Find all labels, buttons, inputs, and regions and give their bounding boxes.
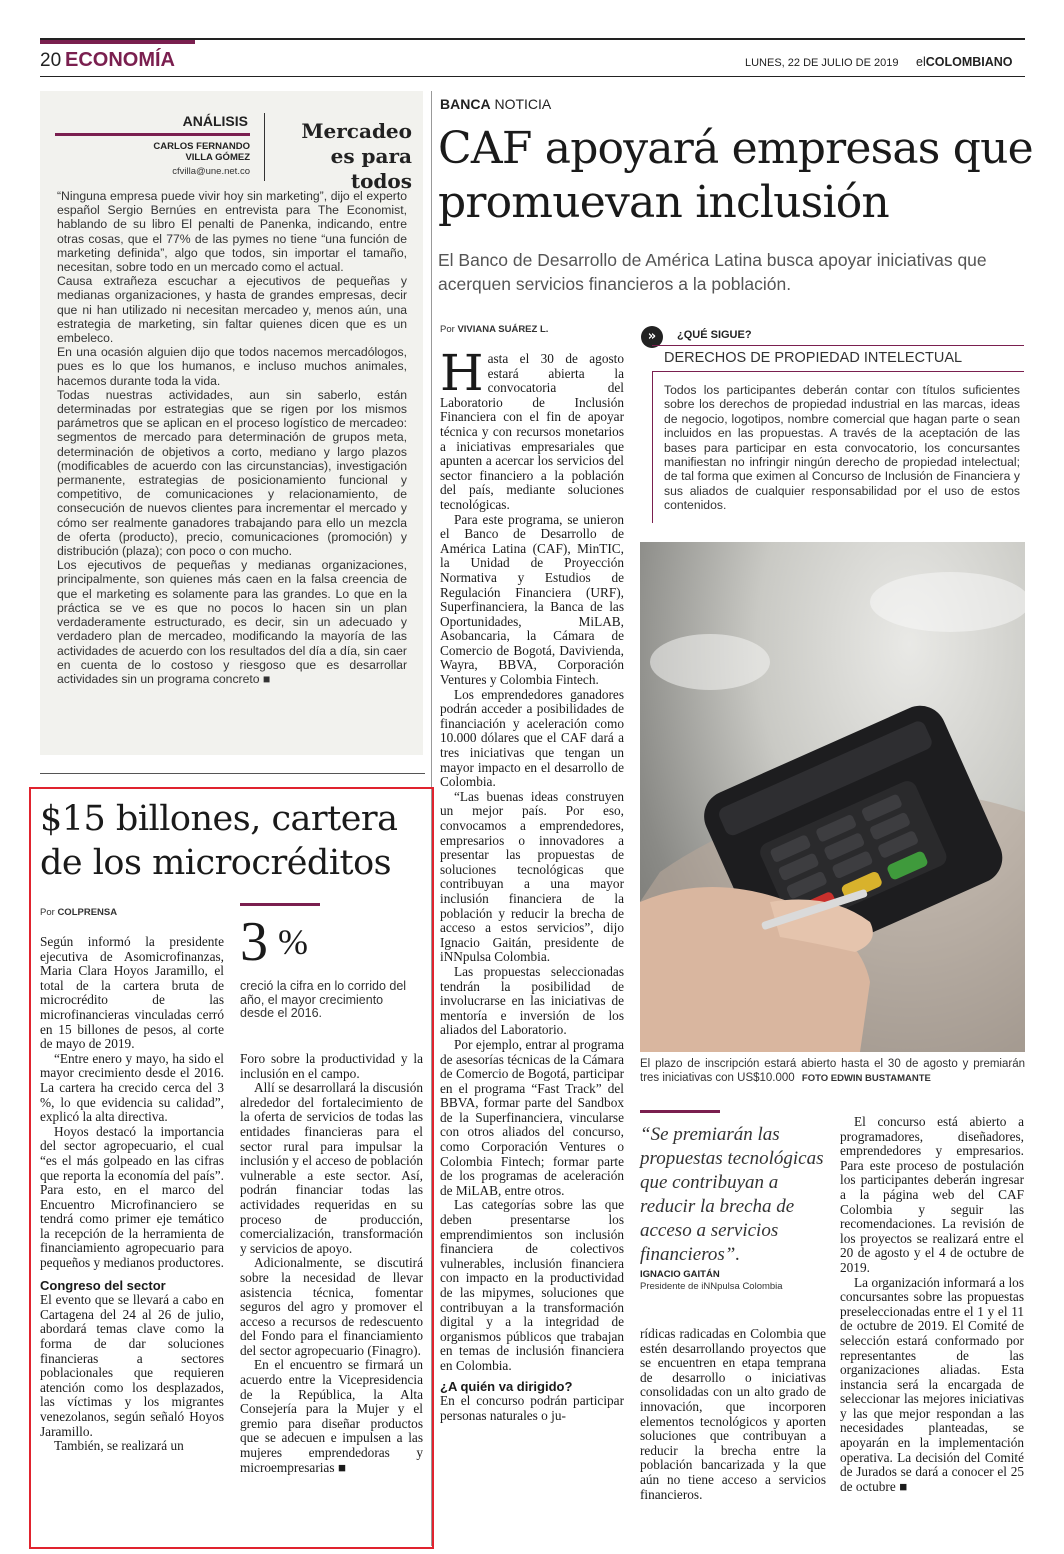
caf-col4 xyxy=(840,1115,1024,1494)
next-title: DERECHOS DE PROPIEDAD INTELECTUAL xyxy=(664,350,963,366)
microcredit-paragraph: Hoyos destacó la importancia del sector agropecuario, el cual “es el más golpeado en las cifras que reporta la economía del país”. Para esto, en el marco del Encuentro Microfinanciero se tendrá como primer eje temático la recepción de la herramienta de financiamiento agropecuario para pequeños y medianos productores. xyxy=(40,1123,224,1271)
byline-por: Por xyxy=(40,907,55,918)
caf-paragraph: rídicas radicadas en Colombia que estén desarrollando proyectos que se encuentren en etapa temprana de desarrollo o iniciativas consolidadas con un alto grado de innovación, que incorporen elementos tecnológicos y aporten soluciones que contribuyan a reducir la brecha entre la población bancarizada y la que aún no tiene acceso a servicios financieros. xyxy=(640,1326,826,1502)
caf-kicker: BANCA NOTICIA xyxy=(440,96,552,112)
caf-paragraph: “Las buenas ideas construyen un mejor país. Por eso, convocamos a emprendedores, empresarios o innovadores a presentar las propuestas de soluciones tecnológicas que contribuyan a una mayor inclusión financiera de la población y reducir la brecha de acceso a estos servicios”, dijo Ignacio Gaitán, presidente de iNNpulsa Colombia. xyxy=(440,788,624,965)
microcredit-paragraph: Adicionalmente, se discutirá sobre la necesidad de llevar asistencia técnica, fomentar seguros del agro y promover el acceso a recursos de redescuento del Fondo para el financiamiento del sector agropecuario (Finagro). xyxy=(240,1255,423,1358)
pull-quote: “Se premiarán las propuestas tecnológicas que contribuyan a reducir la brecha de acceso a servicios financieros”. xyxy=(640,1124,824,1265)
next-text: Todos los participantes deberán contar con títulos suficientes sobre los derechos de propiedad industrial en las marcas, ideas de negocio, logotipos, nombre comercial que hagan parte o sean incluidos en las propuestas. A través de la aceptación de las bases para participar en esta convocatorio, los concursantes manifiestan no infringir ningún derecho de propiedad intelectual; de tal forma que eximen al Concurso de Inclusión de Financiera y sus aliados de cualquier responsabilidad por el uso de estos contenidos. xyxy=(664,383,1020,513)
header-accent xyxy=(40,40,195,44)
caf-paragraph: Para este programa, se unieron el Banco de Desarrollo de América Latina (CAF), MinTIC, la Unidad de Proyección Normativa y Estudios de Regulación Financiera (URF), Superfinanciera, la Banca de las Oportunidades, MiLAB, Asobancaria, la Cámara de Comercio de Bogotá, Davivienda, Wayra, BBVA, Corporación Ventures y Colombia Fintech. xyxy=(440,511,624,688)
microcredit-subhead: Congreso del sector xyxy=(40,1277,166,1293)
microcredit-title: $15 billones, cartera de los microcréditos xyxy=(40,799,398,883)
analysis-paragraph: Causa extrañeza escuchar a ejecutivos de pequeñas y medianas organizaciones, y hasta de grandes empresas, decir que ni han utilizado ni necesitan mercadeo y, menos aún, una estrategia de marketing, sin faltar quienes dicen que es un embeleco. xyxy=(57,274,407,346)
caf-dek: El Banco de Desarrollo de América Latina busca apoyar iniciativas que acerquen servicios financieros a la población. xyxy=(438,250,987,294)
analysis-box xyxy=(40,91,423,755)
analysis-paragraph: En una ocasión alguien dijo que todos nacemos mercadólogos, pues es lo que los humanos, e incluso muchos animales, hacemos durante toda la vida. xyxy=(57,345,407,388)
quote-name: IGNACIO GAITÁN xyxy=(640,1269,720,1280)
microcredit-col1 xyxy=(40,935,224,1454)
caption-text: El plazo de inscripción estará abierto hasta el 30 de agosto y premiarán tres iniciativas con US$10.000 xyxy=(640,1058,1025,1084)
caf-subhead: ¿A quién va dirigido? xyxy=(440,1378,573,1394)
analysis-email: cfvilla@une.net.co xyxy=(172,166,250,177)
stat-rule xyxy=(240,903,320,906)
caf-paragraph: En el concurso podrán participar personas naturales o ju- xyxy=(440,1393,624,1423)
microcredit-paragraph: Allí se desarrollará la discusión alrededor del fortalecimiento de la oferta de servicios de todas las entidades financieras para el sector rural para impulsar la inclusión y el acceso de población vulnerable a este sector. Así, podrán financiar todas las actividades requeridas en su proceso de producción, comercialización, transformación y servicios de apoyo. xyxy=(240,1080,423,1256)
byline-name: COLPRENSA xyxy=(57,907,118,918)
photo-credit: FOTO EDWIN BUSTAMANTE xyxy=(801,1073,931,1084)
stat-text: creció la cifra en lo corrido del año, el mayor crecimiento desde el 2016. xyxy=(240,979,407,1020)
analysis-kicker: ANÁLISIS xyxy=(182,113,248,129)
analysis-divider xyxy=(264,113,265,181)
page-number: 20 xyxy=(40,50,62,71)
caf-paragraph: Los emprendedores ganadores podrán acceder a posibilidades de financiación y aceleración como 10.000 dólares que el CAF dará a tres iniciativas que tengan un mayor impacto en el desarrollo de Colombia. xyxy=(440,686,624,790)
microcredit-paragraph: El evento que se llevará a cabo en Cartagena del 24 al 26 de julio, abordará temas clave como la forma de dar soluciones financieras a sectores poblacionales que requieren atención como los desplazados, las víctimas y los migrantes venezolanos, según señaló Hoyos Jaramillo. xyxy=(40,1292,224,1439)
quote-rule xyxy=(640,1110,720,1113)
drop-cap: H xyxy=(440,344,484,402)
microcredit-paragraph: En el encuentro se firmará un acuerdo entre la Vicepresidencia de la República, la Alta Consejería para la Mujer y el gremio para diseñar productos que se adecuen e impulsen a las mujeres emprendedoras y microempresarias ■ xyxy=(240,1357,423,1475)
photo-illustration xyxy=(640,542,1025,1052)
microcredit-paragraph: Según informó la presidente ejecutiva de Asomicrofinanzas, Maria Clara Hoyos Jaramillo, el total de la cartera bruta de microcrédito de las microfinancieras vinculadas cerró en 15 billones de pesos, al corte de mayo de 2019. xyxy=(40,934,224,1052)
author-line-1: CARLOS FERNANDO xyxy=(153,141,250,152)
brand-logo: elCOLOMBIANO xyxy=(916,55,1013,69)
next-box-rule xyxy=(652,345,1024,346)
caf-col1 xyxy=(440,344,624,1423)
analysis-paragraph: “Ninguna empresa puede vivir hoy sin marketing”, dijo el experto español Sergio Bernúes en entrevista para The Economist, hablando de su libro El penalti de Panenka, indicando, entre otras cosas, que el 77% de las pymes no tiene “una función de marketing definida”, algo que todos, sin importar el tamaño, necesitan, sobre todo en un mercado como el actual. xyxy=(57,189,407,275)
caf-lead: Hasta el 30 de agosto estará abierta la convocatoria del Laboratorio de Inclusión Financiera con el fin de apoyar técnica y con recursos monetarios a iniciativas empresariales que apunten a acercar los servicios del sector financiero a la población del país, mediante soluciones tecnológicas. xyxy=(440,344,624,512)
section-name: ECONOMÍA xyxy=(65,49,175,71)
caf-paragraph: Las categorías sobre las que deben presentarse los emprendimientos son inclusión financiera de colectivos vulnerables, inclusión financiera con impacto en la productividad de las mipymes, soluciones que contribuyan a la transformación digital y a la integridad de organismos públicos que trabajan en temas de inclusión financiera en Colombia. xyxy=(440,1197,624,1373)
header-date: LUNES, 22 DE JULIO DE 2019 xyxy=(745,57,899,69)
stat-number: 3 % xyxy=(240,911,308,973)
microcredit-col2 xyxy=(240,1052,423,1475)
caf-paragraph: El concurso está abierto a programadores, diseñadores, emprendedores y empresarios. Para este proceso de postulación los participantes deberán ingresar a la página web del CAF Colombia y seguir las recomendaciones. La revisión de los proyectos se realizará entre el 20 de agosto y el 4 de octubre de 2019. xyxy=(840,1114,1024,1275)
caf-paragraph: Las propuestas seleccionadas tendrán la posibilidad de involucrarse en las iniciativas de mentoría e inversión de los aliados del Laboratorio. xyxy=(440,963,624,1038)
author-line-2: VILLA GÓMEZ xyxy=(185,152,250,163)
caf-byline: Por VIVIANA SUÁREZ L. xyxy=(440,324,549,335)
microcredit-paragraph: También, se realizará un xyxy=(54,1438,184,1454)
section-rule xyxy=(40,773,425,774)
analysis-body xyxy=(57,189,407,686)
analysis-paragraph: Los ejecutivos de pequeñas y medianas organizaciones, principalmente, son quienes más caen en la falsa creencia de que el marketing es solamente para las grandes. Lo que en la práctica se ve es que no pocos lo hacen sin un plan verdaderamente estructurado, es decir, sin un adecuado y verdadero plan de mercadeo, modificando la mayoría de las actividades de acuerdo con los resultados del día a día, sin caer en cuenta de lo costoso y riesgoso que es desarrollar actividades sin un programa concreto ■ xyxy=(57,558,407,686)
caf-paragraph: La organización informará a los concursantes sobre las propuestas preseleccionadas entre el 1 y el 11 de octubre de 2019. El Comité de selección estará conformado por representantes de las organizaciones aliadas. Esta instancia será la encargada de seleccionar las mejores iniciativas y las que mejor respondan a las necesidades planteadas, se apoyarán en la implementación operativa. La decisión del Comité de Jurados se dará a conocer el 25 de octubre ■ xyxy=(840,1274,1024,1494)
next-label: ¿QUÉ SIGUE? xyxy=(677,329,752,341)
microcredit-byline xyxy=(40,907,117,918)
caf-paragraph: Por ejemplo, entrar al programa de asesorías técnicas de la Cámara de Comercio de Bogotá, participar en el programa “Fast Track” del BBVA, formar parte del Sandbox de la Superfinanciera, vincularse con otros aliados del concurso, como Corporación Ventures o Colombia Fintech; formar parte de los programas de aceleración de MiLAB, entre otros. xyxy=(440,1036,624,1198)
analysis-kicker-rule xyxy=(55,133,250,136)
microcredit-paragraph: “Entre enero y mayo, ha sido el mayor crecimiento desde el 2016. La cartera ha crecido cerca del 3 %, lo que evidencia su calidad”, explicó la alta directiva. xyxy=(40,1050,224,1125)
caf-col3 xyxy=(640,1327,826,1502)
photo-caption xyxy=(640,1057,1025,1086)
analysis-paragraph: Todas nuestras actividades, aun sin saberlo, están determinadas por estrategias que se rigen por los mismos parámetros que se aplican en el proceso logístico de mercadeo: segmentos de mercado para determinación de grupos meta, determinación de objetivos a corto, mediano y largo plazos (modificables de acuerdo con las circunstancias), investigación permanente, estrategias de posicionamiento funcional y competitivo, de comunicaciones y relacionamiento, de consecución de nuevos clientes para incrementar el mercado y cómo ser realmente ganadores trabajando para ello un mezcla de oferta (producto), precio, comunicaciones (promoción) y distribución (plaza); con poco o con mucho. xyxy=(57,387,407,559)
microcredit-paragraph: Foro sobre la productividad y la inclusión en el campo. xyxy=(240,1051,423,1081)
header-bottom-rule xyxy=(40,76,1025,77)
pos-terminal-photo xyxy=(640,542,1025,1052)
analysis-title: Mercadeo es para todos xyxy=(301,119,412,193)
quote-role: Presidente de iNNpulsa Colombia xyxy=(640,1281,783,1292)
analysis-author xyxy=(100,141,250,163)
next-icon: » xyxy=(641,326,663,348)
caf-title: CAF apoyará empresas que promuevan inclusión xyxy=(438,123,1033,228)
